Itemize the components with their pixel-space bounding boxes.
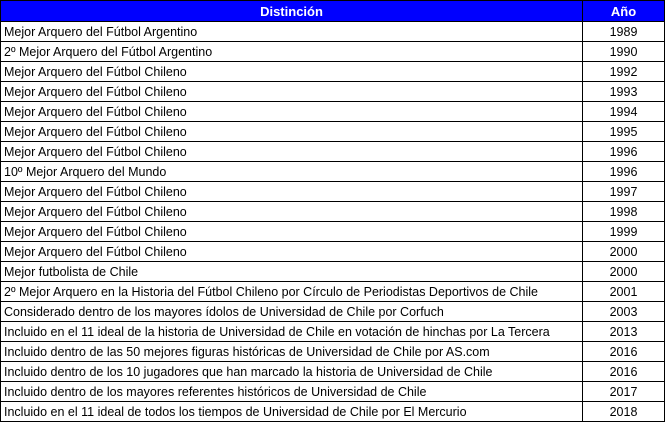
table-row — [1, 102, 665, 122]
table-row — [1, 302, 665, 322]
year-cell: 2016 — [583, 362, 665, 382]
year-cell: 2018 — [583, 402, 665, 422]
table-row — [1, 282, 665, 302]
table-row — [1, 82, 665, 102]
distinction-cell: 2º Mejor Arquero en la Historia del Fútbol Chileno por Círculo de Periodistas Deportivos de Chile — [1, 282, 583, 302]
distinction-cell: Mejor Arquero del Fútbol Chileno — [1, 222, 583, 242]
table-row — [1, 22, 665, 42]
distinction-cell: Incluido dentro de las 50 mejores figuras históricas de Universidad de Chile por AS.com — [1, 342, 583, 362]
year-cell: 2013 — [583, 322, 665, 342]
distinction-cell: Mejor Arquero del Fútbol Chileno — [1, 102, 583, 122]
table-row — [1, 242, 665, 262]
year-cell: 2000 — [583, 242, 665, 262]
year-cell: 1999 — [583, 222, 665, 242]
distinction-cell: Mejor Arquero del Fútbol Chileno — [1, 142, 583, 162]
year-cell: 2001 — [583, 282, 665, 302]
table-row — [1, 342, 665, 362]
distinction-cell: 10º Mejor Arquero del Mundo — [1, 162, 583, 182]
table-row — [1, 402, 665, 422]
year-cell: 2000 — [583, 262, 665, 282]
year-cell: 1990 — [583, 42, 665, 62]
table-row — [1, 202, 665, 222]
distinction-cell: Mejor Arquero del Fútbol Argentino — [1, 22, 583, 42]
table-row — [1, 182, 665, 202]
distinction-cell: Incluido en el 11 ideal de todos los tiempos de Universidad de Chile por El Mercurio — [1, 402, 583, 422]
year-cell: 1995 — [583, 122, 665, 142]
distinction-cell: Incluido en el 11 ideal de la historia de Universidad de Chile en votación de hinchas por La Tercera — [1, 322, 583, 342]
table-row — [1, 362, 665, 382]
header-row — [1, 1, 665, 22]
table-row — [1, 222, 665, 242]
table-row — [1, 122, 665, 142]
table-row — [1, 162, 665, 182]
year-cell: 2017 — [583, 382, 665, 402]
distinction-cell: Mejor futbolista de Chile — [1, 262, 583, 282]
table-row — [1, 322, 665, 342]
year-cell: 1997 — [583, 182, 665, 202]
header-distinction: Distinción — [1, 1, 583, 22]
distinction-cell: Incluido dentro de los mayores referentes históricos de Universidad de Chile — [1, 382, 583, 402]
distinction-cell: Mejor Arquero del Fútbol Chileno — [1, 122, 583, 142]
year-cell: 1989 — [583, 22, 665, 42]
table-row — [1, 142, 665, 162]
year-cell: 1994 — [583, 102, 665, 122]
header-year: Año — [583, 1, 665, 22]
table-row — [1, 382, 665, 402]
distinction-cell: Mejor Arquero del Fútbol Chileno — [1, 182, 583, 202]
distinction-cell: Mejor Arquero del Fútbol Chileno — [1, 202, 583, 222]
year-cell: 2016 — [583, 342, 665, 362]
year-cell: 1996 — [583, 162, 665, 182]
distinction-cell: Mejor Arquero del Fútbol Chileno — [1, 242, 583, 262]
table-row — [1, 262, 665, 282]
year-cell: 2003 — [583, 302, 665, 322]
distinction-cell: Considerado dentro de los mayores ídolos de Universidad de Chile por Corfuch — [1, 302, 583, 322]
distinction-cell: Mejor Arquero del Fútbol Chileno — [1, 82, 583, 102]
table-row — [1, 42, 665, 62]
distinction-cell: Mejor Arquero del Fútbol Chileno — [1, 62, 583, 82]
year-cell: 1992 — [583, 62, 665, 82]
year-cell: 1998 — [583, 202, 665, 222]
table-row — [1, 62, 665, 82]
year-cell: 1993 — [583, 82, 665, 102]
year-cell: 1996 — [583, 142, 665, 162]
distinction-cell: Incluido dentro de los 10 jugadores que han marcado la historia de Universidad de Chile — [1, 362, 583, 382]
distinction-cell: 2º Mejor Arquero del Fútbol Argentino — [1, 42, 583, 62]
